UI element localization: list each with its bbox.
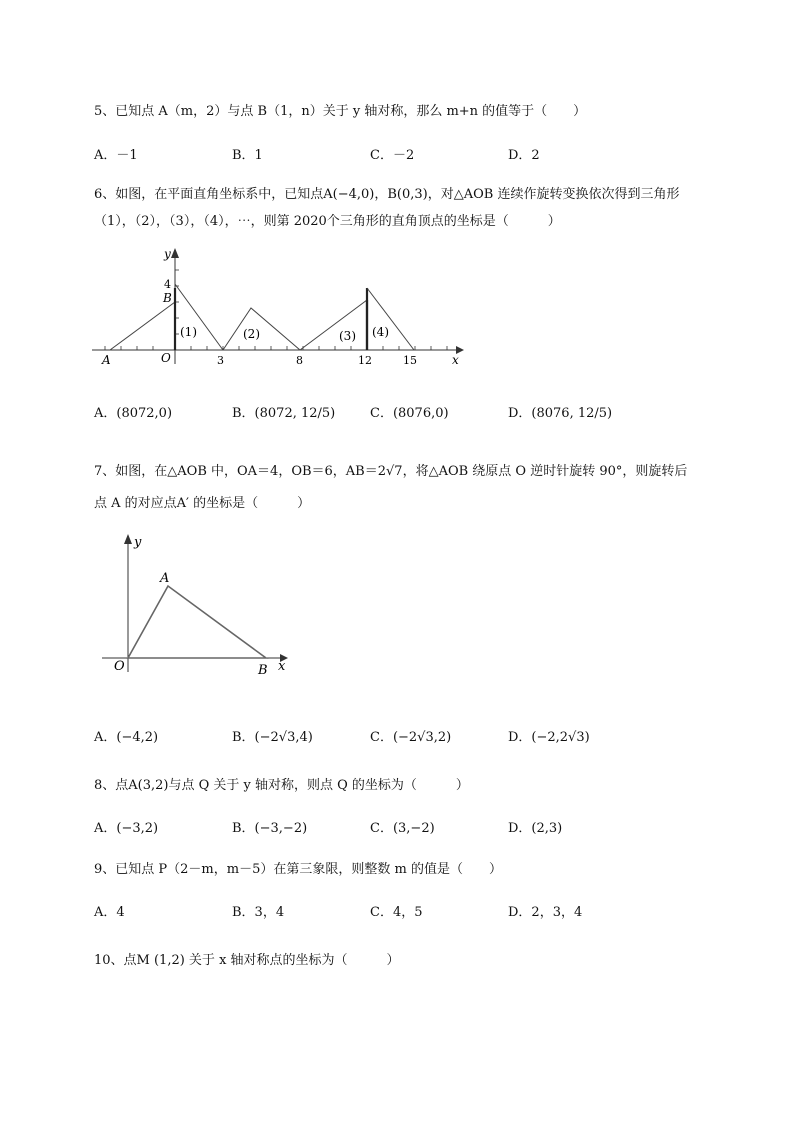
q5-option-b[interactable]: B．1 bbox=[232, 148, 263, 163]
q7-triangle-figure bbox=[98, 530, 298, 680]
q6-label-b: B bbox=[163, 291, 172, 305]
q8-option-d[interactable]: D．(2,3) bbox=[508, 821, 563, 836]
q7-label-o: O bbox=[114, 659, 125, 674]
q9-option-a[interactable]: A．4 bbox=[94, 905, 125, 920]
question-6-stem-line2: （1），（2），（3），（4），⋯，则第 2020个三角形的直角顶点的坐标是（ ） bbox=[94, 214, 561, 229]
q6-label-tri-3: (3) bbox=[339, 329, 356, 343]
question-5-stem: 5、已知点 A（m，2）与点 B（1，n）关于 y 轴对称，那么 m+n 的值等于（ ） bbox=[94, 104, 587, 119]
q6-label-tri-4: (4) bbox=[372, 325, 389, 339]
q7-label-x: x bbox=[278, 659, 286, 674]
q6-rotation-figure bbox=[90, 246, 470, 372]
q7-label-a: A bbox=[160, 571, 170, 586]
question-6-stem-line1: 6、如图，在平面直角坐标系中，已知点A(−4,0)，B(0,3)，对△AOB 连续作旋转变换依次得到三角形 bbox=[94, 187, 680, 202]
q7-option-b[interactable]: B．(−2√3,4) bbox=[232, 730, 313, 745]
q9-option-c[interactable]: C．4，5 bbox=[370, 905, 423, 920]
q9-option-b[interactable]: B．3，4 bbox=[232, 905, 285, 920]
q8-option-c[interactable]: C．(3,−2) bbox=[370, 821, 435, 836]
q6-label-3: 3 bbox=[217, 354, 224, 367]
q5-option-c[interactable]: C．－2 bbox=[370, 148, 415, 163]
q6-label-12: 12 bbox=[358, 354, 372, 367]
q6-label-8: 8 bbox=[296, 354, 303, 367]
q5-option-a[interactable]: A．－1 bbox=[94, 148, 138, 163]
question-5-options bbox=[94, 144, 714, 164]
q6-x-ticks bbox=[105, 346, 447, 350]
q6-label-x: x bbox=[452, 353, 459, 367]
question-6-options bbox=[94, 402, 714, 422]
question-7-stem-line2: 点 A 的对应点A′ 的坐标是（ ） bbox=[94, 496, 311, 511]
question-7-stem-line1: 7、如图，在△AOB 中，OA＝4，OB＝6，AB＝2√7，将△AOB 绕原点 O 逆时针旋转 90°，则旋转后 bbox=[94, 464, 688, 479]
q7-triangle-aob bbox=[128, 586, 266, 658]
q8-option-b[interactable]: B．(−3,−2) bbox=[232, 821, 308, 836]
q6-label-o: O bbox=[161, 351, 171, 365]
question-10-stem: 10、点M (1,2) 关于 x 轴对称点的坐标为（ ） bbox=[94, 953, 400, 968]
q6-label-y: y bbox=[164, 247, 171, 261]
q7-label-y: y bbox=[134, 535, 142, 550]
q6-option-b[interactable]: B．(8072, 12/5) bbox=[232, 406, 336, 421]
q6-triangle-4 bbox=[367, 288, 414, 350]
q8-option-a[interactable]: A．(−3,2) bbox=[94, 821, 159, 836]
q7-option-a[interactable]: A．(−4,2) bbox=[94, 730, 159, 745]
question-8-stem: 8、点A(3,2)与点 Q 关于 y 轴对称，则点 Q 的坐标为（ ） bbox=[94, 778, 469, 793]
q6-label-4: 4 bbox=[164, 278, 171, 291]
q6-label-15: 15 bbox=[403, 354, 417, 367]
q6-option-d[interactable]: D．(8076, 12/5) bbox=[508, 406, 613, 421]
q6-triangle-1 bbox=[175, 284, 223, 350]
q6-segment-ab bbox=[110, 302, 175, 350]
question-9-stem: 9、已知点 P（2－m，m－5）在第三象限，则整数 m 的值是（ ） bbox=[94, 862, 502, 877]
q6-label-tri-1: (1) bbox=[180, 325, 197, 339]
q6-y-axis-arrow bbox=[171, 248, 179, 258]
q7-option-c[interactable]: C．(−2√3,2) bbox=[370, 730, 452, 745]
q6-option-a[interactable]: A．(8072,0) bbox=[94, 406, 173, 421]
q6-triangle-2 bbox=[223, 308, 300, 350]
q6-triangle-3 bbox=[300, 300, 367, 350]
q5-option-d[interactable]: D．2 bbox=[508, 148, 540, 163]
q7-label-b: B bbox=[258, 663, 268, 678]
q9-option-d[interactable]: D．2，3，4 bbox=[508, 905, 583, 920]
question-9-options bbox=[94, 901, 714, 921]
q7-y-axis-arrow bbox=[124, 534, 132, 544]
q6-option-c[interactable]: C．(8076,0) bbox=[370, 406, 449, 421]
question-7-options bbox=[94, 726, 714, 746]
q6-label-tri-2: (2) bbox=[243, 327, 260, 341]
q7-option-d[interactable]: D．(−2,2√3) bbox=[508, 730, 590, 745]
question-8-options bbox=[94, 817, 714, 837]
q6-label-a: A bbox=[102, 353, 111, 367]
